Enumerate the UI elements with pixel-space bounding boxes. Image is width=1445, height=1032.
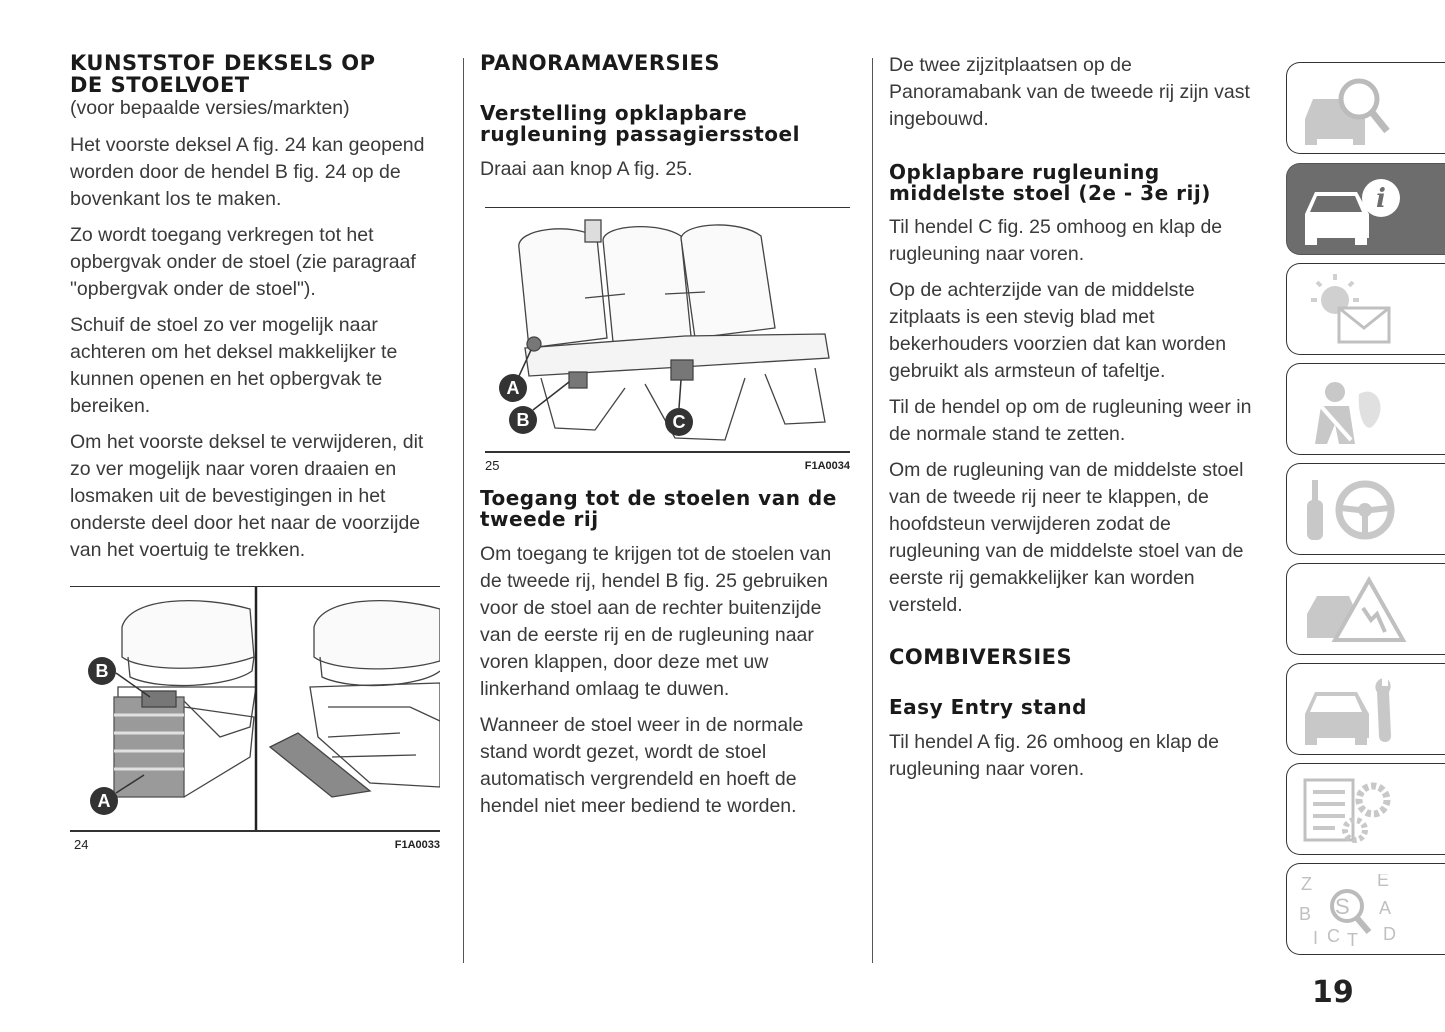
svg-text:C: C (1327, 926, 1340, 946)
figure-24-number: 24 (74, 837, 89, 852)
key-steering-wheel-icon (1299, 474, 1409, 546)
figure-24-code: F1A0033 (394, 839, 440, 851)
svg-text:B: B (516, 410, 530, 430)
svg-text:C: C (672, 412, 686, 432)
page-number: 19 (1312, 975, 1354, 1010)
column-1 (70, 52, 448, 857)
column-divider-right (872, 58, 873, 963)
svg-text:D: D (1383, 924, 1396, 944)
tab-index[interactable] (1286, 863, 1445, 955)
alphabetical-index-icon (1299, 874, 1409, 946)
heading-verstelling: Verstelling opklapbare rugleuning passagiersstoel (480, 101, 800, 146)
heading-kunststof-deksels: KUNSTSTOF DEKSELS OP DE STOELVOET (70, 51, 376, 97)
paragraph: Til hendel C fig. 25 omhoog en klap de rugleuning naar voren. (889, 216, 1223, 265)
paragraph: Om de rugleuning van de middelste stoel van de tweede rij neer te klappen, de hoofdsteun verwijderen zodat de rugleuning van de middelste stoel van de eerste rij gemakkelijker kan worden versteld. (889, 459, 1244, 616)
svg-text:B: B (95, 661, 109, 681)
heading-combiversies: COMBIVERSIES (889, 645, 1073, 669)
svg-text:i: i (1376, 184, 1386, 214)
svg-text:A: A (1379, 898, 1392, 918)
paragraph: Op de achterzijde van de middelste zitplaats is een stevig blad met bekerhouders voorzien dat kan worden gebruikt als armsteun of tafeltje. (889, 279, 1227, 382)
car-wrench-icon (1299, 674, 1409, 746)
paragraph: Om het voorste deksel te verwijderen, dit zo ver mogelijk naar voren draaien en losmaken uit de bevestigingen in het onderste deel door het naar de voorzijde van het voertuig te trekken. (70, 431, 424, 561)
specifications-gear-icon (1299, 774, 1409, 846)
tab-airbag[interactable] (1286, 363, 1445, 455)
tab-car-search[interactable] (1286, 62, 1445, 154)
svg-text:Z: Z (1301, 874, 1312, 894)
heading-easy-entry: Easy Entry stand (889, 695, 1087, 719)
heading-opklapbare-rugleuning: Opklapbare rugleuning middelste stoel (2e - 3e rij) (889, 160, 1211, 205)
car-search-icon (1299, 73, 1409, 145)
svg-text:S: S (1335, 894, 1350, 919)
paragraph: Wanneer de stoel weer in de normale stand wordt gezet, wordt de stoel automatisch vergrendeld en hoeft de hendel niet meer bediend te worden. (480, 714, 804, 817)
svg-text:I: I (1313, 928, 1319, 946)
column-2 (480, 52, 850, 829)
column-divider-left (463, 58, 464, 963)
callout-c (665, 380, 693, 436)
svg-text:B: B (1299, 904, 1312, 924)
column-3 (889, 52, 1265, 792)
warning-lights-message-icon (1299, 274, 1409, 346)
figure-24-illustration (70, 587, 440, 831)
tab-key-steering[interactable] (1286, 463, 1445, 555)
tab-specifications[interactable] (1286, 763, 1445, 855)
figure-25 (485, 207, 850, 478)
figure-25-code: F1A0034 (804, 460, 850, 472)
heading-subtitle: (voor bepaalde versies/markten) (70, 97, 350, 119)
airbag-seatbelt-icon (1299, 374, 1409, 446)
svg-text:A: A (506, 378, 520, 398)
svg-text:E: E (1377, 874, 1390, 890)
paragraph: Til hendel A fig. 26 omhoog en klap de rugleuning naar voren. (889, 731, 1219, 780)
paragraph: De twee zijzitplaatsen op de Panoramabank van de tweede rij zijn vast ingebouwd. (889, 54, 1250, 130)
car-breakdown-triangle-icon (1299, 574, 1409, 646)
figure-25-number: 25 (485, 458, 500, 473)
tab-car-info[interactable] (1286, 163, 1445, 255)
svg-text:A: A (97, 791, 111, 811)
heading-panoramaversies: PANORAMAVERSIES (480, 51, 720, 75)
tab-maintenance[interactable] (1286, 663, 1445, 755)
tab-breakdown[interactable] (1286, 563, 1445, 655)
paragraph: Om toegang te krijgen tot de stoelen van de tweede rij, hendel B fig. 25 gebruiken voor de stoel aan de rechter buitenzijde van de eerste rij en de rugleuning naar voren klappen, door deze met uw linkerhand omlaag te duwen. (480, 543, 832, 700)
figure-24 (70, 586, 440, 857)
heading-toegang: Toegang tot de stoelen van de tweede rij (480, 486, 837, 531)
paragraph: Draai aan knop A fig. 25. (480, 158, 693, 180)
paragraph: Schuif de stoel zo ver mogelijk naar achteren om het deksel makkelijker te kunnen openen en het opbergvak te bereiken. (70, 314, 398, 417)
paragraph: Zo wordt toegang verkregen tot het opbergvak onder de stoel (zie paragraaf "opbergvak onder de stoel"). (70, 224, 416, 300)
paragraph: Het voorste deksel A fig. 24 kan geopend worden door de hendel B fig. 24 op de bovenkant los te maken. (70, 134, 425, 210)
tab-warning-lights[interactable] (1286, 263, 1445, 355)
paragraph: Til de hendel op om de rugleuning weer in de normale stand te zetten. (889, 396, 1252, 445)
svg-text:T: T (1347, 930, 1358, 946)
figure-25-illustration (485, 208, 850, 448)
car-info-icon (1299, 174, 1409, 246)
